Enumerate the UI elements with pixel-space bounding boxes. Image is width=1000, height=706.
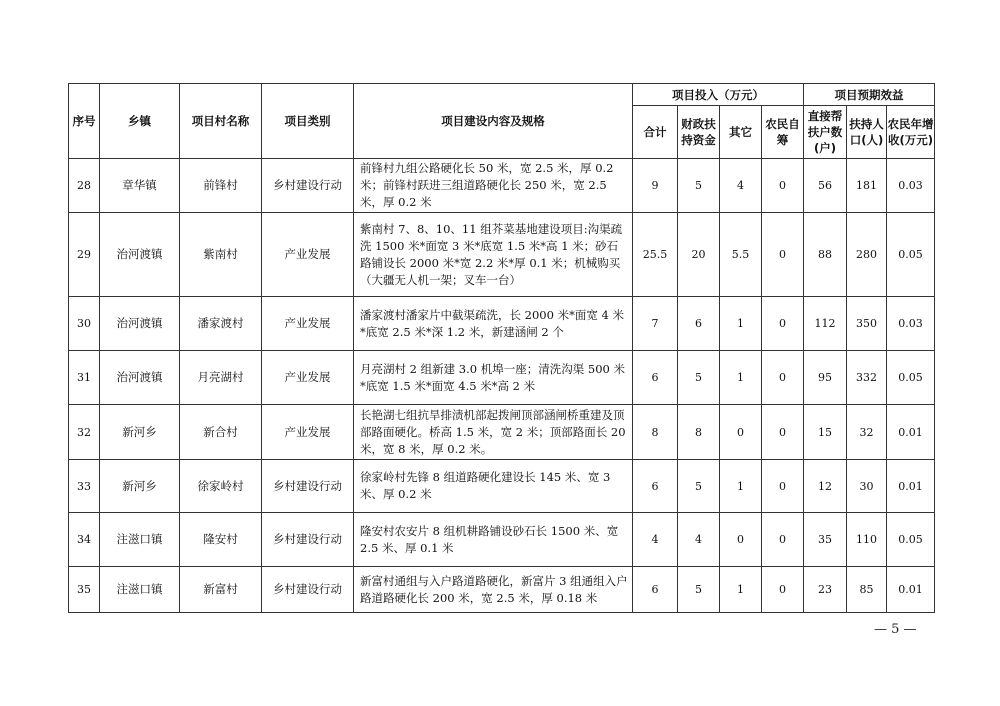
cell-index: 32 xyxy=(69,405,100,460)
cell-fiscal: 5 xyxy=(678,460,720,513)
cell-people: 110 xyxy=(847,513,887,567)
cell-self-raised: 0 xyxy=(762,213,804,297)
cell-people: 350 xyxy=(847,297,887,351)
cell-households: 35 xyxy=(804,513,847,567)
cell-content: 徐家岭村先锋 8 组道路硬化建设长 145 米、宽 3 米、厚 0.2 米 xyxy=(354,460,633,513)
header-content: 项目建设内容及规格 xyxy=(354,84,633,159)
cell-content: 长艳湖七组抗旱排渍机部起拨闸顶部涵闸桥重建及顶部路面硬化。桥高 1.5 米，宽 2 米；顶部路面长 20 米，宽 8 米，厚 0.2 米。 xyxy=(354,405,633,460)
cell-category: 乡村建设行动 xyxy=(262,460,354,513)
cell-other: 1 xyxy=(720,460,762,513)
cell-self-raised: 0 xyxy=(762,351,804,405)
header-village: 项目村名称 xyxy=(180,84,262,159)
table-row xyxy=(69,460,935,513)
cell-total: 6 xyxy=(633,460,678,513)
cell-content: 紫南村 7、8、10、11 组芥菜基地建设项目:沟渠疏洗 1500 米*面宽 3 米*底宽 1.5 米*高 1 米；砂石路铺设长 2000 米*宽 2.2 米*厚 0.1 米；机械购买（大疆无人机一架；叉车一台） xyxy=(354,213,633,297)
cell-town: 新河乡 xyxy=(100,460,180,513)
cell-index: 35 xyxy=(69,567,100,613)
cell-income: 0.03 xyxy=(887,297,935,351)
table-row xyxy=(69,159,935,213)
cell-self-raised: 0 xyxy=(762,513,804,567)
cell-fiscal: 8 xyxy=(678,405,720,460)
cell-self-raised: 0 xyxy=(762,460,804,513)
cell-households: 12 xyxy=(804,460,847,513)
cell-category: 产业发展 xyxy=(262,351,354,405)
cell-self-raised: 0 xyxy=(762,297,804,351)
cell-other: 4 xyxy=(720,159,762,213)
header-index: 序号 xyxy=(69,84,100,159)
cell-village: 潘家渡村 xyxy=(180,297,262,351)
cell-village: 隆安村 xyxy=(180,513,262,567)
cell-other: 5.5 xyxy=(720,213,762,297)
cell-fiscal: 5 xyxy=(678,351,720,405)
cell-category: 乡村建设行动 xyxy=(262,159,354,213)
cell-households: 95 xyxy=(804,351,847,405)
header-category: 项目类别 xyxy=(262,84,354,159)
cell-fiscal: 4 xyxy=(678,513,720,567)
cell-total: 9 xyxy=(633,159,678,213)
cell-village: 新富村 xyxy=(180,567,262,613)
cell-fiscal: 6 xyxy=(678,297,720,351)
table-row xyxy=(69,297,935,351)
cell-index: 30 xyxy=(69,297,100,351)
cell-category: 产业发展 xyxy=(262,213,354,297)
cell-people: 181 xyxy=(847,159,887,213)
cell-fiscal: 5 xyxy=(678,159,720,213)
cell-index: 28 xyxy=(69,159,100,213)
cell-content: 隆安村农安片 8 组机耕路铺设砂石长 1500 米、宽 2.5 米、厚 0.1 米 xyxy=(354,513,633,567)
table-row xyxy=(69,513,935,567)
cell-households: 23 xyxy=(804,567,847,613)
cell-people: 30 xyxy=(847,460,887,513)
cell-village: 新合村 xyxy=(180,405,262,460)
header-benefit-group: 项目预期效益 xyxy=(804,84,935,106)
cell-content: 月亮湖村 2 组新建 3.0 机埠一座；清洗沟渠 500 米*底宽 1.5 米*面宽 4.5 米*高 2 米 xyxy=(354,351,633,405)
table-row xyxy=(69,567,935,613)
cell-other: 1 xyxy=(720,297,762,351)
cell-town: 新河乡 xyxy=(100,405,180,460)
cell-category: 乡村建设行动 xyxy=(262,513,354,567)
header-investment-group: 项目投入（万元） xyxy=(633,84,804,106)
cell-households: 112 xyxy=(804,297,847,351)
cell-fiscal: 5 xyxy=(678,567,720,613)
cell-village: 徐家岭村 xyxy=(180,460,262,513)
cell-households: 56 xyxy=(804,159,847,213)
cell-town: 章华镇 xyxy=(100,159,180,213)
header-fiscal: 财政扶持资金 xyxy=(678,106,720,159)
cell-income: 0.01 xyxy=(887,460,935,513)
cell-town: 治河渡镇 xyxy=(100,213,180,297)
cell-index: 33 xyxy=(69,460,100,513)
cell-self-raised: 0 xyxy=(762,405,804,460)
cell-village: 月亮湖村 xyxy=(180,351,262,405)
cell-income: 0.01 xyxy=(887,405,935,460)
cell-income: 0.03 xyxy=(887,159,935,213)
header-town: 乡镇 xyxy=(100,84,180,159)
cell-town: 治河渡镇 xyxy=(100,297,180,351)
cell-people: 280 xyxy=(847,213,887,297)
cell-households: 88 xyxy=(804,213,847,297)
cell-town: 注滋口镇 xyxy=(100,567,180,613)
cell-other: 1 xyxy=(720,351,762,405)
page-number: — 5 — xyxy=(874,622,917,637)
cell-other: 0 xyxy=(720,513,762,567)
cell-other: 1 xyxy=(720,567,762,613)
cell-town: 治河渡镇 xyxy=(100,351,180,405)
cell-households: 15 xyxy=(804,405,847,460)
table-row xyxy=(69,405,935,460)
cell-fiscal: 20 xyxy=(678,213,720,297)
cell-village: 紫南村 xyxy=(180,213,262,297)
cell-self-raised: 0 xyxy=(762,567,804,613)
cell-category: 产业发展 xyxy=(262,405,354,460)
table-row xyxy=(69,213,935,297)
cell-total: 6 xyxy=(633,567,678,613)
cell-income: 0.05 xyxy=(887,213,935,297)
cell-category: 产业发展 xyxy=(262,297,354,351)
cell-total: 25.5 xyxy=(633,213,678,297)
header-income: 农民年增收(万元) xyxy=(887,106,935,159)
cell-self-raised: 0 xyxy=(762,159,804,213)
table-body xyxy=(69,159,935,613)
table-row xyxy=(69,351,935,405)
header-households: 直接帮扶户数(户) xyxy=(804,106,847,159)
cell-income: 0.01 xyxy=(887,567,935,613)
project-table xyxy=(68,83,935,613)
cell-index: 31 xyxy=(69,351,100,405)
cell-content: 前锋村九组公路硬化长 50 米，宽 2.5 米，厚 0.2 米；前锋村跃进三组道路硬化长 250 米，宽 2.5 米，厚 0.2 米 xyxy=(354,159,633,213)
cell-income: 0.05 xyxy=(887,513,935,567)
cell-people: 85 xyxy=(847,567,887,613)
cell-total: 4 xyxy=(633,513,678,567)
header-people: 扶持人口(人) xyxy=(847,106,887,159)
cell-people: 32 xyxy=(847,405,887,460)
cell-village: 前锋村 xyxy=(180,159,262,213)
header-self-raised: 农民自筹 xyxy=(762,106,804,159)
cell-content: 新富村通组与入户路道路硬化，新富片 3 组通组入户路道路硬化长 200 米，宽 2.5 米，厚 0.18 米 xyxy=(354,567,633,613)
cell-category: 乡村建设行动 xyxy=(262,567,354,613)
cell-income: 0.05 xyxy=(887,351,935,405)
header-total: 合计 xyxy=(633,106,678,159)
cell-town: 注滋口镇 xyxy=(100,513,180,567)
cell-total: 7 xyxy=(633,297,678,351)
cell-content: 潘家渡村潘家片中截渠疏洗，长 2000 米*面宽 4 米*底宽 2.5 米*深 1.2 米，新建涵闸 2 个 xyxy=(354,297,633,351)
cell-total: 8 xyxy=(633,405,678,460)
header-other: 其它 xyxy=(720,106,762,159)
cell-index: 29 xyxy=(69,213,100,297)
cell-other: 0 xyxy=(720,405,762,460)
cell-people: 332 xyxy=(847,351,887,405)
cell-index: 34 xyxy=(69,513,100,567)
cell-total: 6 xyxy=(633,351,678,405)
